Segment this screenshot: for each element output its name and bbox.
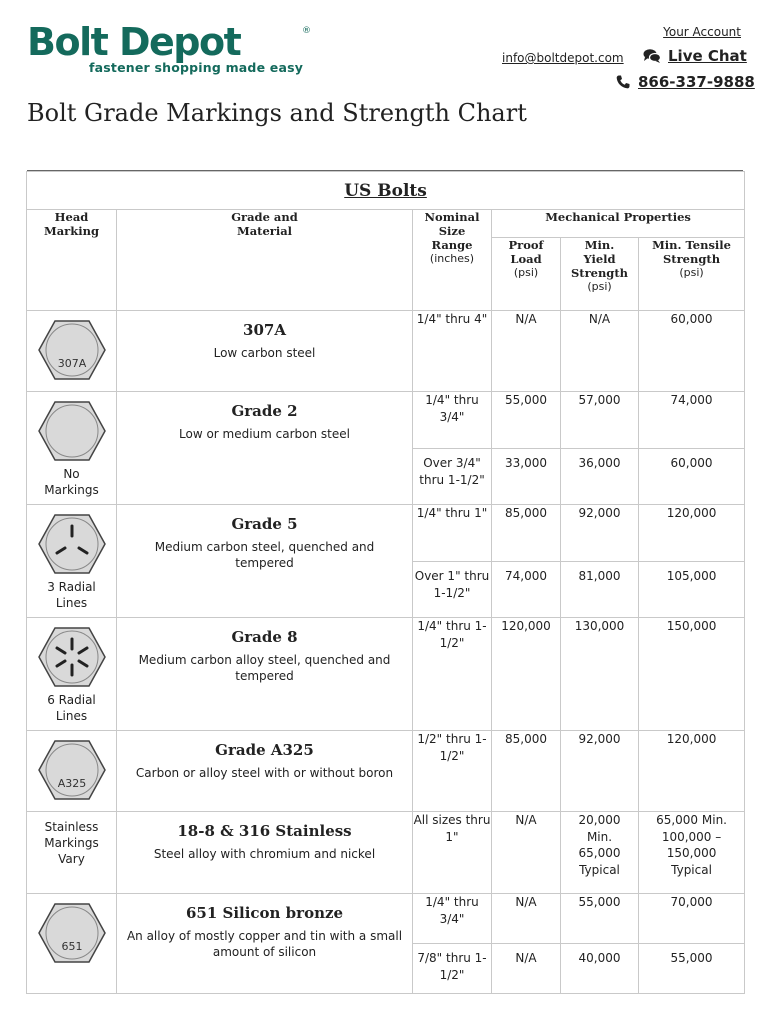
header-tensile-strength-label: Min. Tensile Strength xyxy=(652,238,731,266)
hex-marking-text: A325 xyxy=(57,777,86,790)
logo-wordmark: Bolt Depot xyxy=(27,20,241,64)
size-range: 7/8" thru 1-1/2" xyxy=(413,944,492,994)
size-range: 1/4" thru 3/4" xyxy=(413,894,492,944)
tensile-strength: 55,000 xyxy=(639,944,745,994)
logo-tagline: fastener shopping made easy xyxy=(89,60,304,75)
marking-label: 3 Radial Lines xyxy=(47,580,96,610)
head-marking-cell xyxy=(27,894,117,994)
proof-load: 74,000 xyxy=(492,562,561,618)
grade-cell xyxy=(117,812,413,894)
proof-load: 85,000 xyxy=(492,505,561,562)
size-range: 1/4" thru 1-1/2" xyxy=(413,618,492,731)
yield-strength: 92,000 xyxy=(561,505,639,562)
phone-icon xyxy=(616,75,630,89)
tensile-strength: 74,000 xyxy=(639,392,745,449)
table-row-silicon-bronze xyxy=(27,894,745,944)
grade-cell xyxy=(117,392,413,505)
email-link[interactable]: info@boltdepot.com xyxy=(502,51,624,65)
grade-name: Grade 2 xyxy=(231,402,298,420)
proof-load: 33,000 xyxy=(492,449,561,505)
header-yield-strength-label: Min. Yield Strength xyxy=(570,238,629,280)
yield-strength: 40,000 xyxy=(561,944,639,994)
grade-material: Low carbon steel xyxy=(213,346,316,360)
grade-name: 18-8 & 316 Stainless xyxy=(177,822,352,840)
tensile-strength: 60,000 xyxy=(639,311,745,392)
header-head-marking xyxy=(27,210,117,311)
tensile-strength: 150,000 xyxy=(639,618,745,731)
table-row-grade-2 xyxy=(27,392,745,449)
header-nominal-size xyxy=(413,210,492,311)
header-mechanical-properties: Mechanical Properties xyxy=(492,210,745,238)
header-nominal-size-label: Nominal Size Range xyxy=(424,210,480,252)
bolt-depot-logo[interactable] xyxy=(27,22,327,78)
table-row-stainless xyxy=(27,812,745,894)
grade-material: Steel alloy with chromium and nickel xyxy=(153,847,376,861)
phone-number: 866-337-9888 xyxy=(638,73,755,91)
live-chat-label: Live Chat xyxy=(668,47,747,65)
proof-load: 120,000 xyxy=(492,618,561,731)
table-title: US Bolts xyxy=(27,172,745,210)
header-yield-strength-unit: (psi) xyxy=(587,280,612,293)
header-grade-material-label: Grade and Material xyxy=(231,210,298,238)
tensile-strength: 120,000 xyxy=(639,505,745,562)
head-marking-cell xyxy=(27,311,117,392)
header-tensile-strength xyxy=(639,238,745,311)
grade-material: Low or medium carbon steel xyxy=(179,427,350,441)
tensile-strength: 70,000 xyxy=(639,894,745,944)
grade-cell xyxy=(117,618,413,731)
grade-material: Medium carbon alloy steel, quenched and tempered xyxy=(138,653,391,683)
hex-head-6-radial-lines-icon xyxy=(38,626,106,688)
head-marking-cell xyxy=(27,812,117,894)
grade-cell xyxy=(117,311,413,392)
yield-strength: 36,000 xyxy=(561,449,639,505)
grade-name: Grade 5 xyxy=(231,515,298,533)
grade-cell xyxy=(117,505,413,618)
table-row-a325 xyxy=(27,731,745,812)
header-proof-load-unit: (psi) xyxy=(513,266,539,279)
marking-label: Stainless Markings Vary xyxy=(44,820,99,866)
tensile-strength: 120,000 xyxy=(639,731,745,812)
hex-marking-text: 307A xyxy=(57,357,86,370)
proof-load: N/A xyxy=(492,944,561,994)
marking-label: No Markings xyxy=(44,467,99,497)
hex-head-a325-icon xyxy=(38,739,106,801)
grade-name: 651 Silicon bronze xyxy=(185,904,344,922)
tensile-strength: 65,000 Min. 100,000 – 150,000 Typical xyxy=(639,812,745,894)
grade-material: An alloy of mostly copper and tin with a small amount of silicon xyxy=(126,929,403,959)
size-range: 1/2" thru 1-1/2" xyxy=(413,731,492,812)
yield-strength: 57,000 xyxy=(561,392,639,449)
yield-strength: N/A xyxy=(561,311,639,392)
marking-label: 6 Radial Lines xyxy=(47,693,96,723)
grade-name: Grade A325 xyxy=(215,741,314,759)
size-range: Over 3/4" thru 1-1/2" xyxy=(413,449,492,505)
tensile-strength: 60,000 xyxy=(639,449,745,505)
header-nominal-size-unit: (inches) xyxy=(429,252,475,265)
proof-load: 55,000 xyxy=(492,392,561,449)
header-tensile-strength-unit: (psi) xyxy=(679,266,704,279)
bolt-grade-table xyxy=(26,171,745,994)
header-grade-material xyxy=(117,210,413,311)
your-account-link[interactable]: Your Account xyxy=(663,25,741,39)
grade-cell xyxy=(117,731,413,812)
header-head-marking-label: Head Marking xyxy=(44,210,99,238)
hex-head-307a-icon xyxy=(38,319,106,381)
head-marking-cell xyxy=(27,505,117,618)
table-row-307a xyxy=(27,311,745,392)
size-range: 1/4" thru 4" xyxy=(413,311,492,392)
proof-load: N/A xyxy=(492,812,561,894)
logo-registered-mark: ® xyxy=(302,26,311,36)
chat-bubbles-icon xyxy=(643,48,661,64)
grade-name: 307A xyxy=(243,321,286,339)
proof-load: N/A xyxy=(492,311,561,392)
yield-strength: 55,000 xyxy=(561,894,639,944)
table-row-grade-8 xyxy=(27,618,745,731)
size-range: Over 1" thru 1-1/2" xyxy=(413,562,492,618)
table-row-grade-5 xyxy=(27,505,745,562)
yield-strength: 20,000 Min. 65,000 Typical xyxy=(561,812,639,894)
live-chat-link[interactable] xyxy=(643,47,747,65)
header-proof-load-label: Proof Load xyxy=(508,238,544,266)
header-yield-strength xyxy=(561,238,639,311)
phone-link[interactable] xyxy=(616,73,755,91)
hex-head-651-icon xyxy=(38,902,106,964)
header-proof-load xyxy=(492,238,561,311)
grade-material: Carbon or alloy steel with or without boron xyxy=(135,766,394,780)
grade-material: Medium carbon steel, quenched and tempered xyxy=(154,540,375,570)
proof-load: 85,000 xyxy=(492,731,561,812)
page-title: Bolt Grade Markings and Strength Chart xyxy=(27,99,527,127)
proof-load: N/A xyxy=(492,894,561,944)
size-range: 1/4" thru 3/4" xyxy=(413,392,492,449)
hex-marking-text: 651 xyxy=(61,940,82,953)
yield-strength: 130,000 xyxy=(561,618,639,731)
hex-head-plain-icon xyxy=(38,400,106,462)
grade-cell xyxy=(117,894,413,994)
size-range: 1/4" thru 1" xyxy=(413,505,492,562)
head-marking-cell xyxy=(27,618,117,731)
head-marking-cell xyxy=(27,731,117,812)
hex-head-3-radial-lines-icon xyxy=(38,513,106,575)
size-range: All sizes thru 1" xyxy=(413,812,492,894)
head-marking-cell xyxy=(27,392,117,505)
grade-name: Grade 8 xyxy=(231,628,298,646)
yield-strength: 92,000 xyxy=(561,731,639,812)
tensile-strength: 105,000 xyxy=(639,562,745,618)
yield-strength: 81,000 xyxy=(561,562,639,618)
